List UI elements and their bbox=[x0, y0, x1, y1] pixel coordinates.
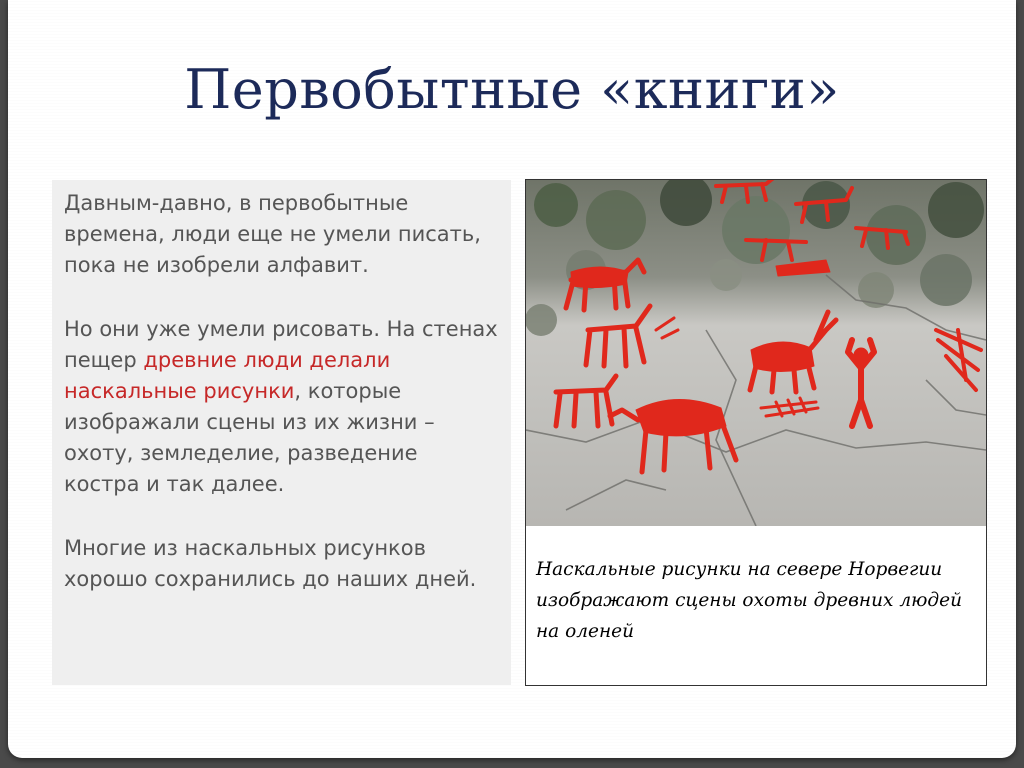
paragraph-1: Давным-давно, в первобытные времена, люди еще не умели писать, пока не изобрели алфавит. bbox=[64, 191, 481, 277]
highlighted-text: древние люди делали наскальные рисунки bbox=[64, 348, 391, 403]
paragraph-2-start: Но они уже умели рисовать. На стенах пещер bbox=[64, 317, 498, 372]
figure-frame bbox=[525, 179, 987, 686]
paragraph-2 bbox=[64, 314, 499, 500]
paragraph-3: Многие из наскальных рисунков хорошо сохранились до наших дней. bbox=[64, 536, 477, 591]
slide-title: Первобытные «книги» bbox=[184, 58, 840, 121]
paragraph-2-end: , которые изображали сцены из их жизни – охоту, земледелие, разведение костра и так далее. bbox=[64, 379, 435, 496]
body-text-box bbox=[52, 180, 511, 685]
rock-art-photo bbox=[526, 180, 986, 526]
figure-caption: Наскальные рисунки на севере Норвегии изображают сцены охоты древних людей на оленей bbox=[536, 559, 962, 642]
